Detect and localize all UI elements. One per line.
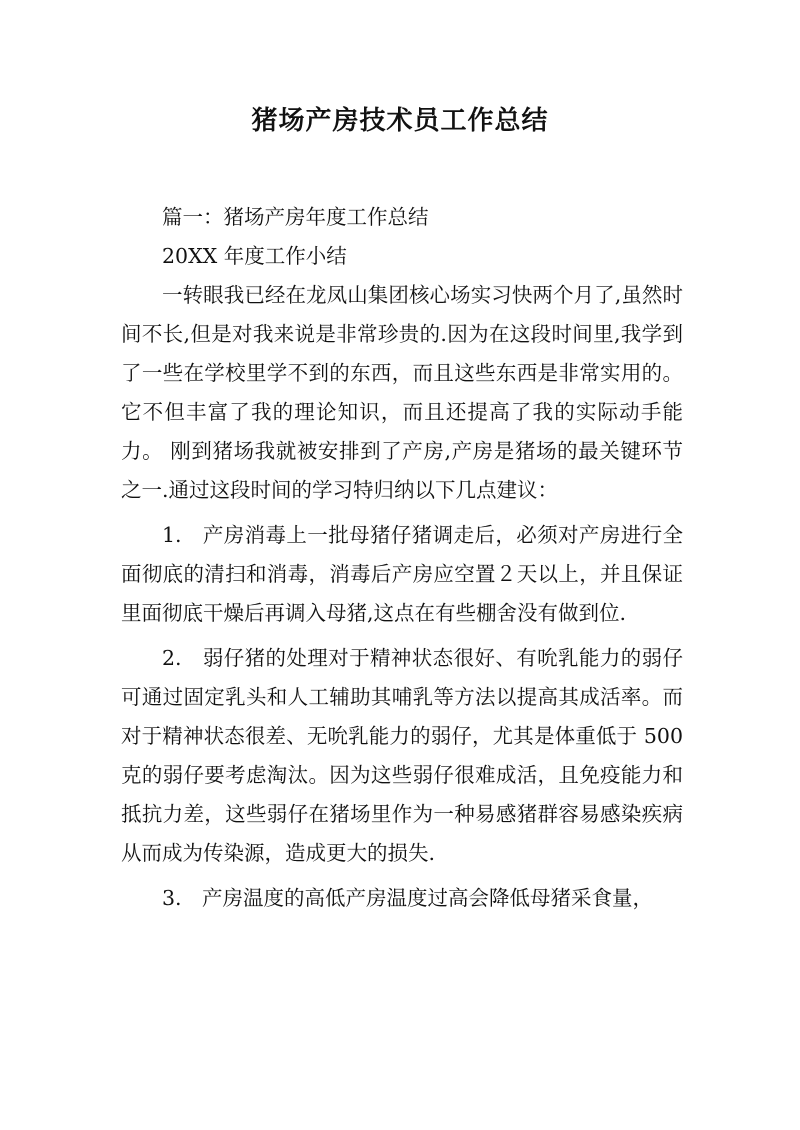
section-heading: 篇一：猪场产房年度工作总结 — [162, 205, 429, 229]
document-body — [121, 198, 683, 918]
point-1-paragraph: 1. 产房消毒上一批母猪仔猪调走后，必须对产房进行全面彻底的清扫和消毒，消毒后产房应空置２天以上，并且保证里面彻底干燥后再调入母猪,这点在有些棚舍没有做到位. — [121, 523, 683, 625]
intro-paragraph: 一转眼我已经在龙凤山集团核心场实习快两个月了,虽然时间不长,但是对我来说是非常珍贵的.因为在这段时间里,我学到了一些在学校里学不到的东西，而且这些东西是非常实用的。它不但丰富了我的理论知识，而且还提高了我的实际动手能力。 刚到猪场我就被安排到了产房,产房是猪场的最关键环节之一.通过这段时间的学习特归纳以下几点建议： — [121, 283, 683, 502]
document-title: 猪场产房技术员工作总结 — [251, 106, 549, 136]
point-2-paragraph: 2. 弱仔猪的处理对于精神状态很好、有吮乳能力的弱仔可通过固定乳头和人工辅助其哺乳等方法以提高其成活率。而对于精神状态很差、无吮乳能力的弱仔，尤其是体重低于 500 克的弱仔要考虑淘汰。因为这些弱仔很难成活，且免疫能力和抵抗力差，这些弱仔在猪场里作为一种易感猪群容易感染疾病从而成为传染源，造成更大的损失. — [121, 646, 683, 865]
subheading: 20XX 年度工作小结 — [162, 244, 347, 268]
point-3-paragraph: 3. 产房温度的高低产房温度过高会降低母猪采食量， — [162, 886, 654, 910]
